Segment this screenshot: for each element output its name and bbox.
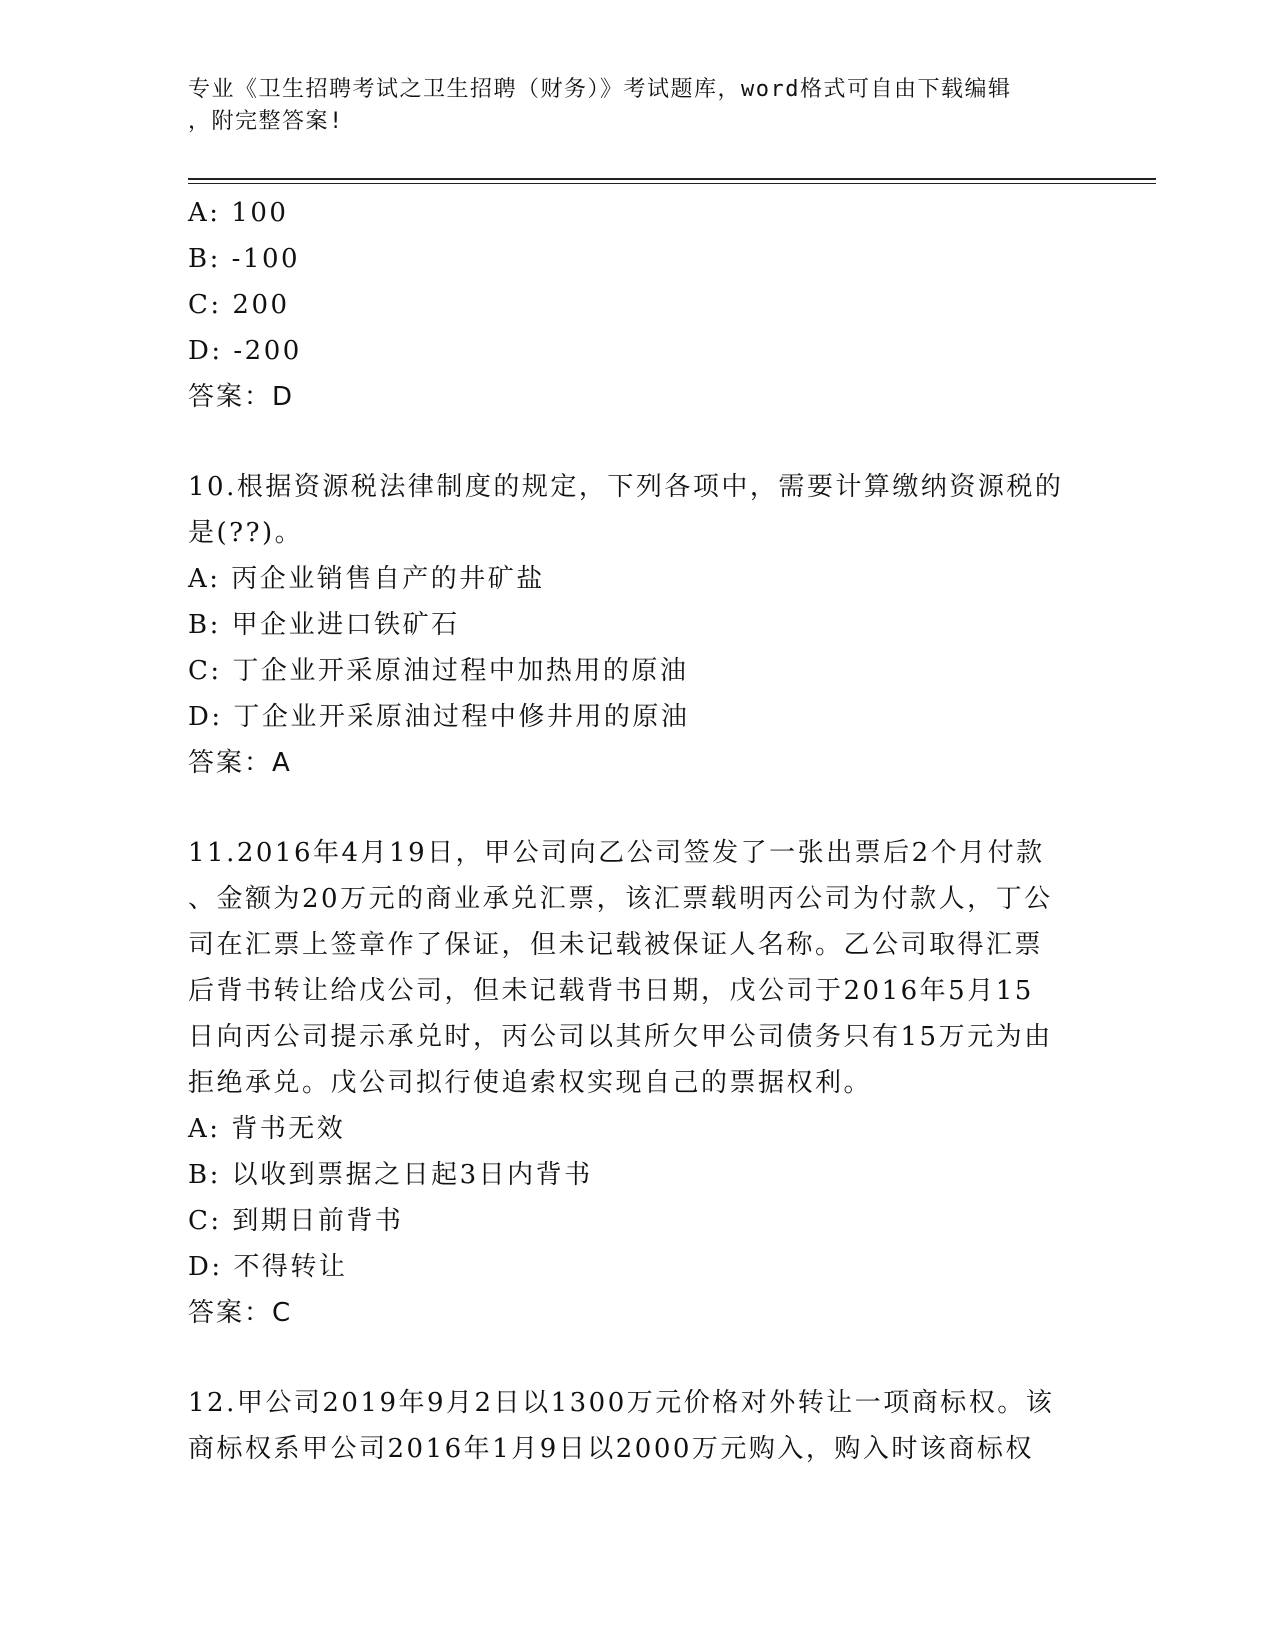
option-a: A: 丙企业销售自产的井矿盐: [188, 564, 545, 594]
option-d: D: 丁企业开采原油过程中修井用的原油: [188, 702, 690, 732]
answer-line: 答案：D: [188, 382, 295, 412]
option-b: B: -100: [188, 244, 301, 274]
answer-line: 答案：A: [188, 748, 292, 778]
option-a: A: 100: [188, 198, 289, 228]
question-11: [188, 830, 1088, 1336]
question-12: [188, 1380, 1088, 1472]
header-line-1: 专业《卫生招聘考试之卫生招聘（财务）》考试题库，word格式可自由下载编辑: [188, 77, 1012, 102]
question-text-line: 日向丙公司提示承兑时，丙公司以其所欠甲公司债务只有15万元为由: [188, 1022, 1053, 1052]
question-text-line: 11.2016年4月19日，甲公司向乙公司签发了一张出票后2个月付款: [188, 838, 1045, 868]
option-c: C: 到期日前背书: [188, 1206, 404, 1236]
question-10: [188, 464, 1088, 786]
answer-line: 答案：C: [188, 1298, 293, 1328]
option-b: B: 以收到票据之日起3日内背书: [188, 1160, 593, 1190]
question-text-line: 12.甲公司2019年9月2日以1300万元价格对外转让一项商标权。该: [188, 1388, 1055, 1418]
question-text-line: 司在汇票上签章作了保证，但未记载被保证人名称。乙公司取得汇票: [188, 930, 1044, 960]
option-a: A: 背书无效: [188, 1114, 346, 1144]
option-b: B: 甲企业进口铁矿石: [188, 610, 460, 640]
question-text-line: 后背书转让给戊公司，但未记载背书日期，戊公司于2016年5月15: [188, 976, 1034, 1006]
question-text-line: 拒绝承兑。戊公司拟行使追索权实现自己的票据权利。: [188, 1068, 873, 1098]
header-line-2: ，附完整答案!: [188, 109, 344, 134]
header-rule-thick: [188, 178, 1156, 180]
question-text-line: 商标权系甲公司2016年1月9日以2000万元购入，购入时该商标权: [188, 1434, 1034, 1464]
option-d: D: -200: [188, 336, 302, 366]
question-text-line: 、金额为20万元的商业承兑汇票，该汇票载明丙公司为付款人，丁公: [188, 884, 1053, 914]
question-9: [188, 190, 1088, 420]
question-text-line: 10.根据资源税法律制度的规定，下列各项中，需要计算缴纳资源税的: [188, 472, 1064, 502]
document-header: [188, 74, 1088, 138]
header-rule-thin: [188, 183, 1156, 184]
option-d: D: 不得转让: [188, 1252, 348, 1282]
option-c: C: 丁企业开采原油过程中加热用的原油: [188, 656, 689, 686]
question-text-line: 是(??)。: [188, 518, 304, 548]
option-c: C: 200: [188, 290, 290, 320]
question-content: [188, 190, 1088, 1472]
